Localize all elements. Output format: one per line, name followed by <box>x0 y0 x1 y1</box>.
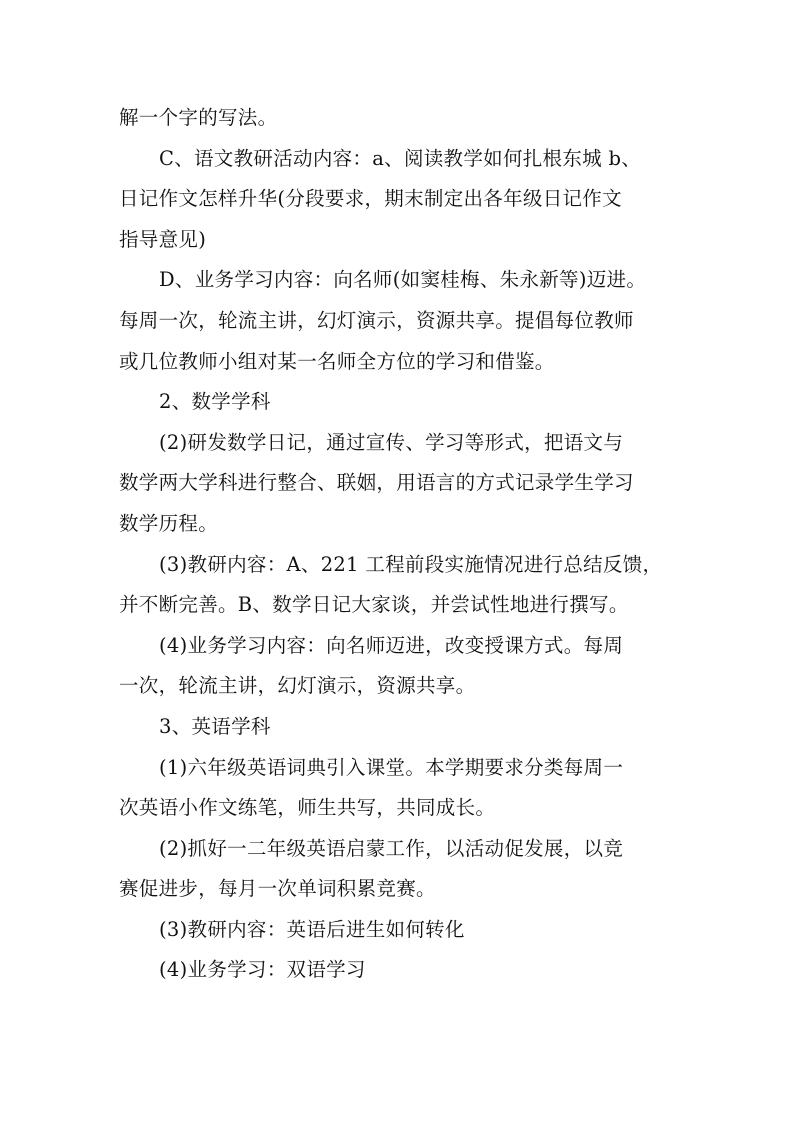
text-line: 每周一次，轮流主讲，幻灯演示，资源共享。提倡每位教师 <box>119 308 634 332</box>
paragraph-business-study <box>119 260 679 382</box>
section-heading-math <box>119 382 679 423</box>
text-line: (3)教研内容：A、221 工程前段实施情况进行总结反馈， <box>159 552 663 576</box>
paragraph-english-research <box>119 910 679 951</box>
paragraph-english-enlightenment <box>119 829 679 910</box>
text-line: (1)六年级英语词典引入课堂。本学期要求分类每周一 <box>159 755 624 779</box>
paragraph-math-business-study <box>119 626 679 707</box>
text-line: C、语文教研活动内容：a、阅读教学如何扎根东城 b、 <box>159 146 642 170</box>
text-line: 次英语小作文练笔，师生共写，共同成长。 <box>119 796 496 820</box>
text-line: 或几位教师小组对某一名师全方位的学习和借鉴。 <box>119 349 555 373</box>
text-line: (2)研发数学日记，通过宣传、学习等形式，把语文与 <box>159 430 624 454</box>
text-line: (4)业务学习内容：向名师迈进，改变授课方式。每周 <box>159 633 624 657</box>
text-line: 2、数学学科 <box>159 390 271 414</box>
paragraph-continuation <box>119 98 679 139</box>
paragraph-math-diary <box>119 423 679 545</box>
paragraph-english-dictionary <box>119 748 679 829</box>
text-line: (4)业务学习：双语学习 <box>159 958 366 982</box>
section-heading-english <box>119 707 679 748</box>
text-line: 赛促进步，每月一次单词积累竞赛。 <box>119 877 436 901</box>
text-line: (2)抓好一二年级英语启蒙工作，以活动促发展，以竞 <box>159 836 624 860</box>
text-line: 解一个字的写法。 <box>119 106 278 129</box>
paragraph-math-research <box>119 545 679 626</box>
text-line: 并不断完善。B、数学日记大家谈，并尝试性地进行撰写。 <box>119 593 629 617</box>
document-body <box>119 98 679 991</box>
text-line: D、业务学习内容：向名师(如窦桂梅、朱永新等)迈进。 <box>159 268 647 292</box>
text-line: 数学历程。 <box>119 511 219 535</box>
text-line: 3、英语学科 <box>159 714 271 738</box>
paragraph-chinese-research-content <box>119 139 679 261</box>
text-line: 指导意见) <box>119 227 207 251</box>
text-line: 日记作文怎样升华(分段要求，期末制定出各年级日记作文 <box>119 187 622 211</box>
text-line: (3)教研内容：英语后进生如何转化 <box>159 917 465 941</box>
text-line: 一次，轮流主讲，幻灯演示，资源共享。 <box>119 674 476 698</box>
paragraph-english-business-study <box>119 950 679 991</box>
text-line: 数学两大学科进行整合、联姻，用语言的方式记录学生学习 <box>119 471 634 495</box>
